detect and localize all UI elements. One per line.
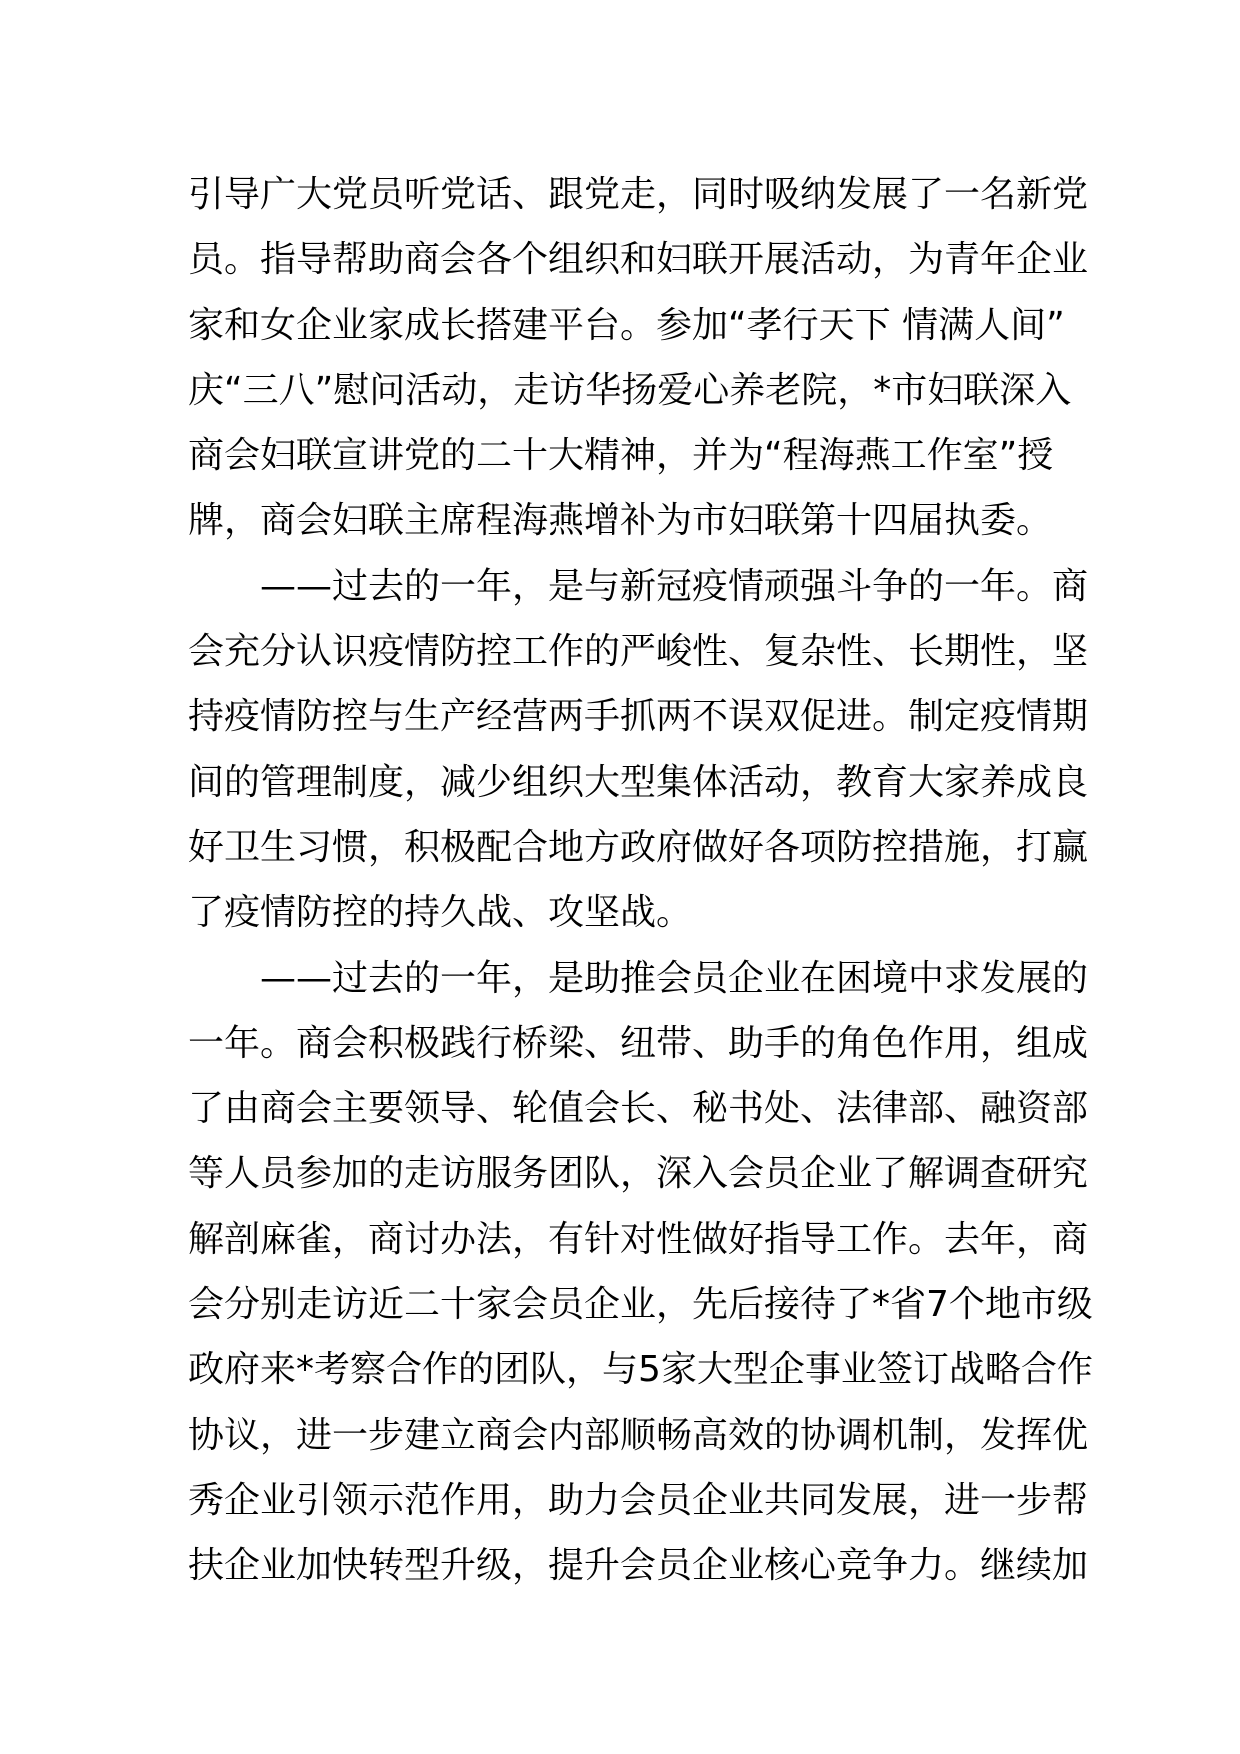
document-body <box>188 162 1093 1599</box>
paragraph-epidemic <box>188 554 1089 946</box>
paragraph-continued <box>188 162 1089 554</box>
text-line: 好卫生习惯，积极配合地方政府做好各项防控措施，打赢 <box>188 826 1089 868</box>
text-line: 会充分认识疫情防控工作的严峻性、复杂性、长期性，坚 <box>188 631 1089 673</box>
text-line: 秀企业引领示范作用，助力会员企业共同发展，进一步帮 <box>188 1479 1089 1521</box>
text-line: 了疫情防控的持久战、攻坚战。 <box>188 892 693 934</box>
text-line: 协议，进一步建立商会内部顺畅高效的协调机制，发挥优 <box>188 1414 1089 1456</box>
text-line: 持疫情防控与生产经营两手抓两不误双促进。制定疫情期 <box>188 696 1089 738</box>
text-line: 了由商会主要领导、轮值会长、秘书处、法律部、融资部 <box>188 1088 1089 1130</box>
text-line: 商会妇联宣讲党的二十大精神，并为“程海燕工作室”授 <box>188 435 1054 477</box>
text-line: 会分别走访近二十家会员企业，先后接待了*省7个地市级 <box>188 1284 1093 1326</box>
text-line: 等人员参加的走访服务团队，深入会员企业了解调查研究 <box>188 1153 1089 1195</box>
text-line: 家和女企业家成长搭建平台。参加“孝行天下 情满人间” <box>188 304 1065 346</box>
text-line: ——过去的一年，是助推会员企业在困境中求发展的 <box>260 957 1089 999</box>
paragraph-member-enterprises <box>188 946 1093 1599</box>
text-line: 政府来*考察合作的团队，与5家大型企事业签订战略合作 <box>188 1349 1093 1391</box>
text-line: 引导广大党员听党话、跟党走，同时吸纳发展了一名新党 <box>188 174 1089 215</box>
text-line: 间的管理制度，减少组织大型集体活动，教育大家养成良 <box>188 761 1089 803</box>
text-line: ——过去的一年，是与新冠疫情顽强斗争的一年。商 <box>260 565 1089 607</box>
text-line: 牌，商会妇联主席程海燕增补为市妇联第十四届执委。 <box>188 500 1053 542</box>
text-line: 员。指导帮助商会各个组织和妇联开展活动，为青年企业 <box>188 239 1089 281</box>
text-line: 扶企业加快转型升级，提升会员企业核心竞争力。继续加 <box>188 1545 1089 1587</box>
text-line: 一年。商会积极践行桥梁、纽带、助手的角色作用，组成 <box>188 1022 1089 1064</box>
text-line: 庆“三八”慰问活动，走访华扬爱心养老院，*市妇联深入 <box>188 369 1072 411</box>
text-line: 解剖麻雀，商讨办法，有针对性做好指导工作。去年，商 <box>188 1218 1089 1260</box>
